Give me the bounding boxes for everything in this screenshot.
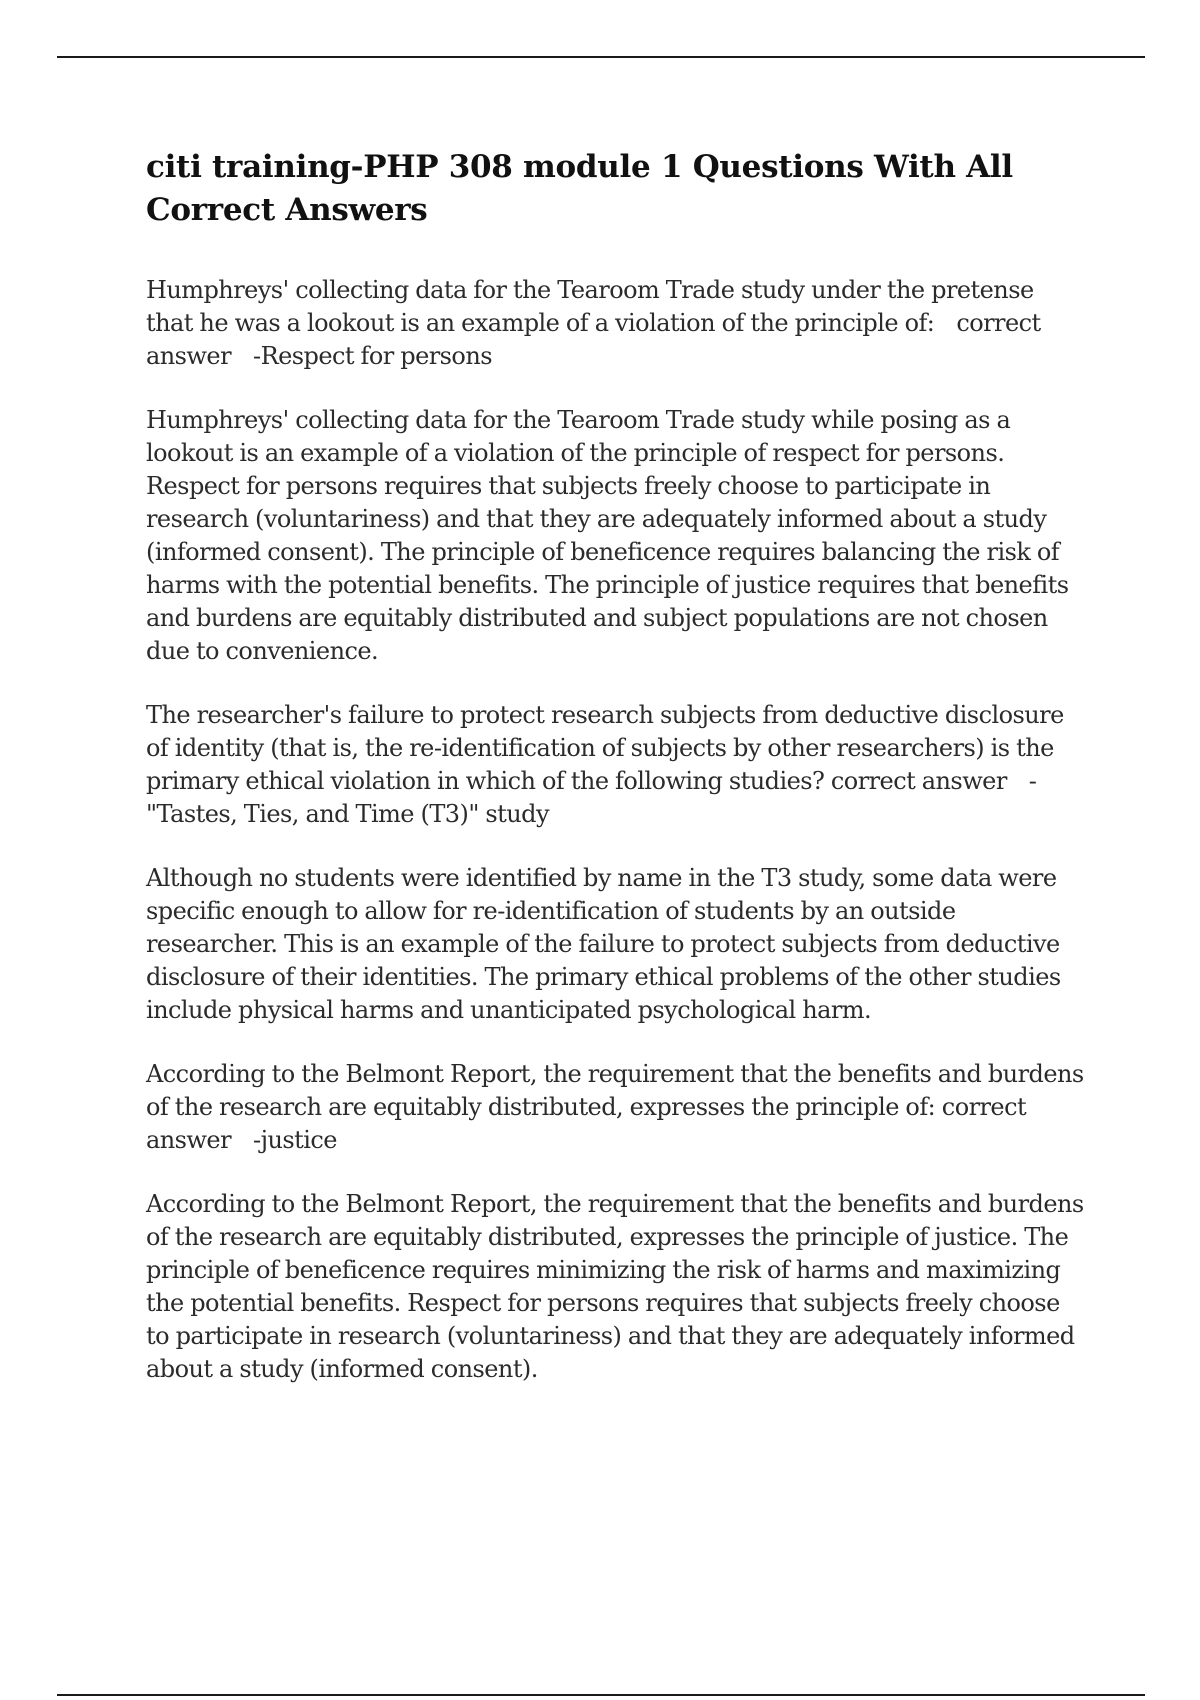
top-rule [57,56,1145,58]
answer-text: -Respect for persons [253,342,493,370]
question-paragraph-2 [146,699,1086,831]
question-paragraph-1 [146,274,1086,373]
answer-label: correct answer [146,1093,1027,1154]
bottom-rule [57,1694,1145,1696]
question-text: According to the Belmont Report, the requirement that the benefits and burdens of the research are equitably distributed, expresses the principle of: [146,1060,1084,1121]
answer-label: correct answer [830,767,1007,795]
answer-text: -justice [253,1126,337,1154]
document-title: citi training-PHP 308 module 1 Questions With All Correct Answers [146,149,1013,228]
explanation-paragraph-3: According to the Belmont Report, the requirement that the benefits and burdens of the research are equitably distributed, expresses the principle of justice. The principle of beneficence requires minimizing the risk of harms and maximizing the potential benefits. Respect for persons requires that subjects freely choose to participate in research (voluntariness) and that they are adequately informed about a study (informed consent). [146,1190,1084,1383]
document-body [146,146,1086,1417]
answer-label: correct answer [146,309,1041,370]
explanation-paragraph-2: Although no students were identified by name in the T3 study, some data were specific enough to allow for re-identification of students by an outside researcher. This is an example of the failure to protect subjects from deductive disclosure of their identities. The primary ethical problems of the other studies include physical harms and unanticipated psychological harm. [146,864,1061,1024]
explanation-paragraph-1: Humphreys' collecting data for the Tearoom Trade study while posing as a lookout is an example of a violation of the principle of respect for persons. Respect for persons requires that subjects freely choose to participate in research (voluntariness) and that they are adequately informed about a study (informed consent). The principle of beneficence requires balancing the risk of harms with the potential benefits. The principle of justice requires that benefits and burdens are equitably distributed and subject populations are not chosen due to convenience. [146,406,1069,665]
question-text: Humphreys' collecting data for the Tearoom Trade study under the pretense that he was a lookout is an example of a violation of the principle of: [146,276,1034,337]
question-paragraph-3 [146,1058,1086,1157]
question-text: The researcher's failure to protect research subjects from deductive disclosure of identity (that is, the re-identification of subjects by other researchers) is the primary ethical violation in which of the following studies? [146,701,1064,795]
answer-text: -"Tastes, Ties, and Time (T3)" study [146,767,1037,828]
